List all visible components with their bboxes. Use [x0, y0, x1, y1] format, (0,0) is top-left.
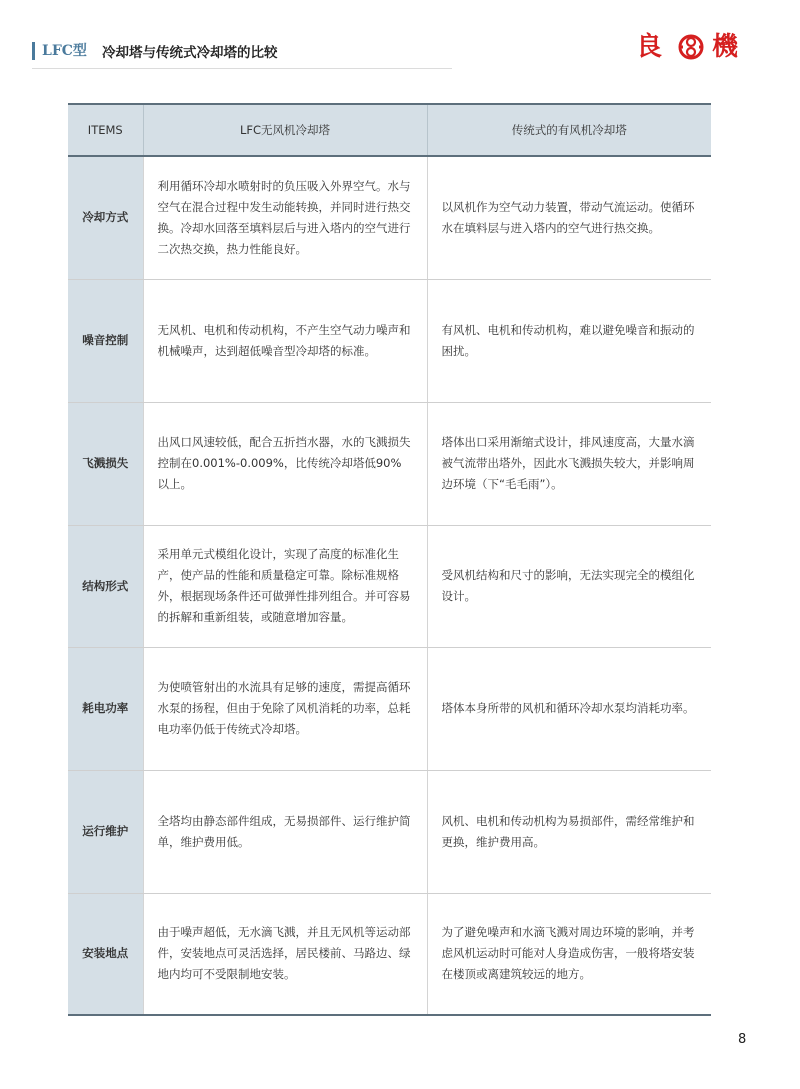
row-traditional: 有风机、电机和传动机构，难以避免噪音和振动的困扰。 [427, 279, 711, 402]
table-row [68, 770, 711, 893]
logo-char-left: 良 [636, 32, 663, 62]
table-row [68, 402, 711, 525]
row-traditional: 风机、电机和传动机构为易损部件，需经常维护和更换，维护费用高。 [427, 770, 711, 893]
header-lfc: LFC无风机冷却塔 [143, 104, 427, 156]
row-lfc: 全塔均由静态部件组成，无易损部件、运行维护简单，维护费用低。 [143, 770, 427, 893]
emblem-icon [676, 33, 706, 61]
header-accent-bar [32, 42, 35, 60]
row-item: 飞溅损失 [68, 402, 143, 525]
header-model: LFC型 [42, 43, 87, 59]
table-row [68, 893, 711, 1015]
row-lfc: 利用循环冷却水喷射时的负压吸入外界空气。水与空气在混合过程中发生动能转换，并同时进行热交换。冷却水回落至填料层后与进入塔内的空气进行二次热交换，热力性能良好。 [143, 156, 427, 279]
row-traditional: 塔体本身所带的风机和循环冷却水泵均消耗功率。 [427, 647, 711, 770]
row-item: 噪音控制 [68, 279, 143, 402]
logo-char-right: 機 [712, 32, 739, 62]
header-items: ITEMS [68, 104, 143, 156]
row-lfc: 出风口风速较低，配合五折挡水器，水的飞溅损失控制在0.001%-0.009%，比传统冷却塔低90%以上。 [143, 402, 427, 525]
table-row [68, 525, 711, 647]
comparison-table [68, 103, 711, 1016]
row-traditional: 为了避免噪声和水滴飞溅对周边环境的影响，并考虑风机运动时可能对人身造成伤害，一般将塔安装在楼顶或离建筑较远的地方。 [427, 893, 711, 1015]
header-traditional: 传统式的有风机冷却塔 [427, 104, 711, 156]
row-lfc: 为使喷管射出的水流具有足够的速度，需提高循环水泵的扬程，但由于免除了风机消耗的功率，总耗电功率仍低于传统式冷却塔。 [143, 647, 427, 770]
page-number: 8 [738, 1032, 747, 1047]
row-lfc: 无风机、电机和传动机构，不产生空气动力噪声和机械噪声，达到超低噪音型冷却塔的标准。 [143, 279, 427, 402]
brand-logo [636, 30, 746, 64]
row-item: 冷却方式 [68, 156, 143, 279]
table-row [68, 279, 711, 402]
table-header-row [68, 104, 711, 156]
row-lfc: 采用单元式模组化设计，实现了高度的标准化生产，使产品的性能和质量稳定可靠。除标准规格外，根据现场条件还可做弹性排列组合。并可容易的拆解和重新组装，或随意增加容量。 [143, 525, 427, 647]
row-item: 结构形式 [68, 525, 143, 647]
row-item: 安装地点 [68, 893, 143, 1015]
row-traditional: 塔体出口采用渐缩式设计，排风速度高，大量水滴被气流带出塔外，因此水飞溅损失较大，并影响周边环境（下“毛毛雨”）。 [427, 402, 711, 525]
row-traditional: 受风机结构和尺寸的影响，无法实现完全的模组化设计。 [427, 525, 711, 647]
table-row [68, 156, 711, 279]
header-divider [32, 68, 452, 69]
header-title: 冷却塔与传统式冷却塔的比较 [102, 45, 278, 61]
page-header [0, 0, 800, 90]
row-item: 运行维护 [68, 770, 143, 893]
row-lfc: 由于噪声超低，无水滴飞溅，并且无风机等运动部件，安装地点可灵活选择，居民楼前、马路边、绿地内均可不受限制地安装。 [143, 893, 427, 1015]
row-item: 耗电功率 [68, 647, 143, 770]
row-traditional: 以风机作为空气动力装置，带动气流运动。使循环水在填料层与进入塔内的空气进行热交换。 [427, 156, 711, 279]
table-row [68, 647, 711, 770]
